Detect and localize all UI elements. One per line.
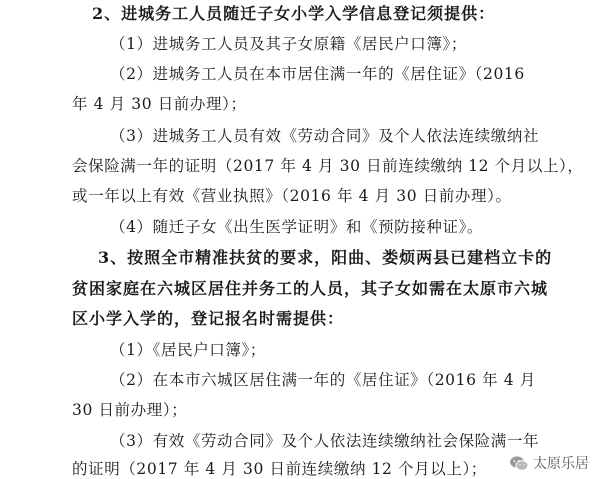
section3-heading: 3、按照全市精准扶贫的要求，阳曲、娄烦两县已建档立卡的 xyxy=(98,248,553,267)
section3-item: 30 日前办理）； xyxy=(72,401,188,419)
section3-item: （1）《居民户口簿》； xyxy=(110,341,266,359)
section3-item: 的证明（2017 年 4 月 30 日前连续缴纳 12 个月以上）； xyxy=(72,460,487,478)
wechat-icon xyxy=(509,455,529,472)
watermark xyxy=(506,452,592,474)
watermark-text: 太原乐居 xyxy=(533,456,589,472)
section2-item: （3）进城务工人员有效《劳动合同》及个人依法连续缴纳社 xyxy=(110,127,540,145)
section2-item: （1）进城务工人员及其子女原籍《居民户口簿》； xyxy=(110,35,467,53)
section3-heading: 区小学入学的，登记报名时需提供： xyxy=(72,309,345,328)
section3-heading: 贫困家庭在六城区居住并务工的人员，其子女如需在太原市六城 xyxy=(72,279,549,298)
section2-item: （2）进城务工人员在本市居住满一年的《居住证》（2016 xyxy=(110,65,525,83)
section3-item: （2）在本市六城区居住满一年的《居住证》（2016 年 4 月 xyxy=(110,371,536,389)
section3-item: （3）有效《劳动合同》及个人依法连续缴纳社会保险满一年 xyxy=(110,432,540,450)
section2-item: 会保险满一年的证明（2017 年 4 月 30 日前连续缴纳 12 个月以上）， xyxy=(72,157,584,175)
section2-item: （4）随迁子女《出生医学证明》和《预防接种证》。 xyxy=(110,218,484,236)
section2-item: 或一年以上有效《营业执照》（2016 年 4 月 30 日前办理）。 xyxy=(72,187,512,205)
section2-heading: 2、进城务工人员随迁子女小学入学信息登记须提供： xyxy=(92,4,496,23)
section2-item: 年 4 月 30 日前办理）； xyxy=(72,95,247,113)
